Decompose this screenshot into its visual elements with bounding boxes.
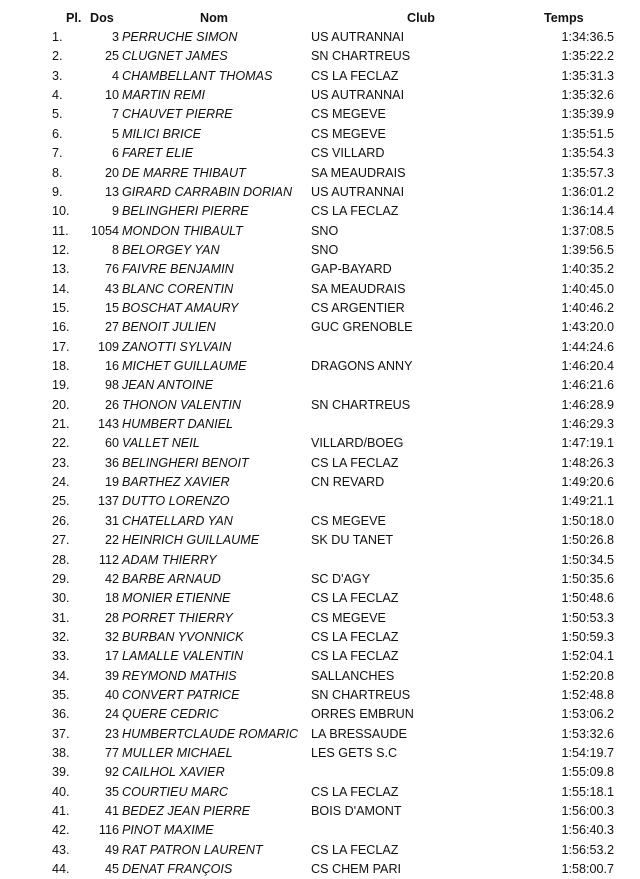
rank-cell: 42. bbox=[52, 823, 70, 838]
bib-cell: 1054 bbox=[90, 223, 119, 238]
bib-cell: 13 bbox=[104, 184, 119, 199]
name-cell: DUTTO LORENZO bbox=[122, 494, 230, 509]
table-row bbox=[0, 551, 640, 570]
time-cell: 1:46:29.3 bbox=[561, 417, 614, 431]
table-row bbox=[0, 744, 640, 763]
rank-cell: 18. bbox=[52, 359, 70, 373]
name-cell: DE MARRE THIBAUT bbox=[122, 165, 246, 180]
name-cell: CLUGNET JAMES bbox=[122, 49, 228, 64]
table-row bbox=[0, 144, 640, 163]
table-row bbox=[0, 512, 640, 531]
name-cell: GIRARD CARRABIN DORIAN bbox=[122, 184, 293, 199]
club-cell: LES GETS S.C bbox=[311, 746, 398, 760]
table-row bbox=[0, 338, 640, 357]
club-cell: SALLANCHES bbox=[311, 668, 395, 683]
time-cell: 1:50:18.0 bbox=[561, 513, 614, 528]
rank-cell: 34. bbox=[52, 668, 70, 683]
bib-cell: 23 bbox=[104, 726, 119, 741]
bib-cell: 112 bbox=[98, 552, 119, 567]
rank-cell: 16. bbox=[52, 320, 70, 335]
table-row bbox=[0, 396, 640, 415]
rank-cell: 29. bbox=[52, 571, 70, 586]
rank-cell: 38. bbox=[52, 746, 70, 760]
header-pl: Pl. bbox=[66, 11, 82, 25]
rank-cell: 24. bbox=[52, 475, 70, 490]
rank-cell: 10. bbox=[52, 204, 70, 219]
club-cell: CS LA FECLAZ bbox=[311, 842, 399, 857]
bib-cell: 28 bbox=[104, 610, 119, 625]
rank-cell: 14. bbox=[52, 281, 70, 296]
name-cell: REYMOND MATHIS bbox=[122, 668, 237, 683]
rank-cell: 2. bbox=[52, 49, 63, 64]
name-cell: HUMBERTCLAUDE ROMARIC bbox=[122, 726, 299, 741]
rank-cell: 22. bbox=[52, 436, 70, 451]
time-cell: 1:39:56.5 bbox=[561, 242, 614, 257]
bib-cell: 22 bbox=[104, 533, 119, 548]
club-cell: CS MEGEVE bbox=[311, 513, 386, 528]
bib-cell: 77 bbox=[104, 746, 119, 760]
rank-cell: 23. bbox=[52, 455, 70, 470]
time-cell: 1:53:06.2 bbox=[561, 707, 614, 722]
name-cell: CHATELLARD YAN bbox=[122, 513, 233, 528]
club-cell: CS MEGEVE bbox=[311, 126, 386, 141]
time-cell: 1:50:34.5 bbox=[561, 552, 614, 567]
club-cell: CS LA FECLAZ bbox=[311, 649, 399, 664]
club-cell: CS LA FECLAZ bbox=[311, 784, 399, 799]
club-cell: CS LA FECLAZ bbox=[311, 455, 399, 470]
club-cell: SA MEAUDRAIS bbox=[311, 281, 406, 296]
name-cell: BELORGEY YAN bbox=[122, 242, 220, 257]
name-cell: MICHET GUILLAUME bbox=[122, 359, 247, 373]
table-row bbox=[0, 589, 640, 608]
table-row bbox=[0, 222, 640, 241]
bib-cell: 76 bbox=[104, 262, 119, 277]
time-cell: 1:58:00.7 bbox=[561, 862, 614, 877]
rank-cell: 36. bbox=[52, 707, 70, 722]
table-row bbox=[0, 376, 640, 395]
time-cell: 1:47:19.1 bbox=[561, 436, 614, 451]
rank-cell: 26. bbox=[52, 513, 70, 528]
time-cell: 1:52:20.8 bbox=[561, 668, 614, 683]
rank-cell: 1. bbox=[52, 30, 63, 44]
rank-cell: 11. bbox=[52, 223, 69, 238]
rank-cell: 32. bbox=[52, 629, 70, 644]
header-dos: Dos bbox=[90, 11, 114, 25]
table-row bbox=[0, 492, 640, 511]
rank-cell: 9. bbox=[52, 184, 63, 199]
name-cell: BURBAN YVONNICK bbox=[122, 629, 244, 644]
club-cell: SK DU TANET bbox=[311, 533, 394, 548]
table-row bbox=[0, 686, 640, 705]
time-cell: 1:48:26.3 bbox=[561, 455, 614, 470]
name-cell: JEAN ANTOINE bbox=[122, 378, 213, 393]
time-cell: 1:35:31.3 bbox=[561, 68, 614, 83]
rank-cell: 44. bbox=[52, 862, 70, 877]
time-cell: 1:46:28.9 bbox=[561, 397, 614, 412]
bib-cell: 27 bbox=[104, 320, 119, 335]
table-row bbox=[0, 783, 640, 802]
time-cell: 1:55:18.1 bbox=[561, 784, 614, 799]
table-row bbox=[0, 241, 640, 260]
name-cell: MILICI BRICE bbox=[122, 126, 202, 141]
table-row bbox=[0, 628, 640, 647]
time-cell: 1:35:54.3 bbox=[561, 146, 614, 161]
bib-cell: 92 bbox=[104, 765, 119, 780]
bib-cell: 98 bbox=[104, 378, 119, 393]
bib-cell: 31 bbox=[104, 513, 119, 528]
bib-cell: 24 bbox=[104, 707, 119, 722]
club-cell: CS MEGEVE bbox=[311, 107, 386, 122]
name-cell: THONON VALENTIN bbox=[122, 397, 241, 412]
name-cell: CHAMBELLANT THOMAS bbox=[122, 68, 273, 83]
time-cell: 1:52:48.8 bbox=[561, 687, 614, 702]
time-cell: 1:34:36.5 bbox=[561, 30, 614, 44]
club-cell: SC D'AGY bbox=[311, 571, 371, 586]
name-cell: PORRET THIERRY bbox=[122, 610, 233, 625]
time-cell: 1:35:57.3 bbox=[561, 165, 614, 180]
name-cell: MONIER ETIENNE bbox=[122, 591, 231, 606]
club-cell: SN CHARTREUS bbox=[311, 687, 411, 702]
rank-cell: 25. bbox=[52, 494, 70, 509]
time-cell: 1:35:51.5 bbox=[561, 126, 614, 141]
rank-cell: 17. bbox=[52, 339, 70, 354]
bib-cell: 7 bbox=[111, 107, 119, 122]
club-cell: SA MEAUDRAIS bbox=[311, 165, 406, 180]
table-row bbox=[0, 86, 640, 105]
bib-cell: 40 bbox=[104, 687, 119, 702]
time-cell: 1:50:35.6 bbox=[561, 571, 614, 586]
table-row bbox=[0, 705, 640, 724]
table-row bbox=[0, 183, 640, 202]
bib-cell: 20 bbox=[104, 165, 119, 180]
club-cell: CS ARGENTIER bbox=[311, 300, 405, 315]
table-row bbox=[0, 125, 640, 144]
table-row bbox=[0, 667, 640, 686]
table-row bbox=[0, 415, 640, 434]
table-row bbox=[0, 280, 640, 299]
bib-cell: 137 bbox=[97, 494, 119, 509]
time-cell: 1:46:21.6 bbox=[561, 378, 614, 393]
rank-cell: 30. bbox=[52, 591, 70, 606]
club-cell: BOIS D'AMONT bbox=[311, 804, 402, 818]
name-cell: VALLET NEIL bbox=[122, 436, 200, 451]
bib-cell: 16 bbox=[104, 359, 119, 373]
name-cell: BLANC CORENTIN bbox=[122, 281, 234, 296]
name-cell: BOSCHAT AMAURY bbox=[122, 300, 239, 315]
table-row bbox=[0, 802, 640, 821]
rank-cell: 40. bbox=[52, 784, 70, 799]
bib-cell: 4 bbox=[111, 68, 119, 83]
club-cell: SNO bbox=[311, 242, 339, 257]
name-cell: CONVERT PATRICE bbox=[122, 687, 240, 702]
bib-cell: 49 bbox=[104, 842, 119, 857]
table-row bbox=[0, 531, 640, 550]
bib-cell: 45 bbox=[104, 862, 119, 877]
bib-cell: 109 bbox=[97, 339, 119, 354]
bib-cell: 26 bbox=[104, 397, 119, 412]
rank-cell: 41. bbox=[52, 804, 70, 818]
club-cell: SN CHARTREUS bbox=[311, 49, 411, 64]
rank-cell: 19. bbox=[52, 378, 70, 393]
table-row bbox=[0, 318, 640, 337]
club-cell: SNO bbox=[311, 223, 339, 238]
rank-cell: 5. bbox=[52, 107, 63, 122]
table-row bbox=[0, 202, 640, 221]
bib-cell: 18 bbox=[104, 591, 119, 606]
table-row bbox=[0, 434, 640, 453]
bib-cell: 43 bbox=[104, 281, 119, 296]
name-cell: COURTIEU MARC bbox=[122, 784, 229, 799]
table-row bbox=[0, 28, 640, 47]
name-cell: ADAM THIERRY bbox=[122, 552, 217, 567]
bib-cell: 10 bbox=[104, 88, 119, 103]
time-cell: 1:40:35.2 bbox=[561, 262, 614, 277]
name-cell: BARBE ARNAUD bbox=[122, 571, 221, 586]
rank-cell: 3. bbox=[52, 68, 63, 83]
name-cell: BARTHEZ XAVIER bbox=[122, 475, 230, 490]
header-temps: Temps bbox=[544, 11, 584, 25]
table-row bbox=[0, 47, 640, 66]
table-row bbox=[0, 821, 640, 840]
table-row bbox=[0, 299, 640, 318]
table-row bbox=[0, 260, 640, 279]
time-cell: 1:56:00.3 bbox=[561, 804, 614, 818]
rank-cell: 12. bbox=[52, 242, 70, 257]
time-cell: 1:55:09.8 bbox=[561, 765, 614, 780]
club-cell: DRAGONS ANNY bbox=[311, 359, 413, 373]
bib-cell: 15 bbox=[104, 300, 119, 315]
club-cell: CS VILLARD bbox=[311, 146, 385, 161]
table-row bbox=[0, 841, 640, 860]
table-row bbox=[0, 725, 640, 744]
name-cell: RAT PATRON LAURENT bbox=[122, 842, 263, 857]
bib-cell: 6 bbox=[111, 146, 119, 161]
time-cell: 1:50:53.3 bbox=[561, 610, 614, 625]
rank-cell: 15. bbox=[52, 300, 70, 315]
name-cell: FARET ELIE bbox=[122, 146, 194, 161]
club-cell: US AUTRANNAI bbox=[311, 184, 405, 199]
club-cell: CS LA FECLAZ bbox=[311, 591, 399, 606]
name-cell: LAMALLE VALENTIN bbox=[122, 649, 244, 664]
name-cell: ZANOTTI SYLVAIN bbox=[122, 339, 232, 354]
time-cell: 1:37:08.5 bbox=[561, 223, 614, 238]
table-row bbox=[0, 647, 640, 666]
time-cell: 1:35:22.2 bbox=[561, 49, 614, 64]
table-row bbox=[0, 105, 640, 124]
rank-cell: 37. bbox=[52, 726, 70, 741]
time-cell: 1:56:40.3 bbox=[561, 823, 614, 838]
club-cell: VILLARD/BOEG bbox=[311, 436, 404, 451]
name-cell: QUERE CEDRIC bbox=[122, 707, 219, 722]
bib-cell: 60 bbox=[104, 436, 119, 451]
bib-cell: 42 bbox=[104, 571, 119, 586]
time-cell: 1:43:20.0 bbox=[561, 320, 614, 335]
time-cell: 1:40:45.0 bbox=[561, 281, 614, 296]
rank-cell: 43. bbox=[52, 842, 70, 857]
name-cell: PINOT MAXIME bbox=[122, 823, 214, 838]
rank-cell: 7. bbox=[52, 146, 63, 161]
rank-cell: 4. bbox=[52, 88, 63, 103]
name-cell: HUMBERT DANIEL bbox=[122, 417, 234, 431]
bib-cell: 17 bbox=[104, 649, 119, 664]
club-cell: LA BRESSAUDE bbox=[311, 726, 407, 741]
name-cell: BENOIT JULIEN bbox=[122, 320, 216, 335]
table-row bbox=[0, 473, 640, 492]
name-cell: CHAUVET PIERRE bbox=[122, 107, 233, 122]
time-cell: 1:36:01.2 bbox=[561, 184, 614, 199]
time-cell: 1:36:14.4 bbox=[561, 204, 614, 219]
club-cell: CS MEGEVE bbox=[311, 610, 386, 625]
name-cell: BELINGHERI BENOIT bbox=[122, 455, 249, 470]
rank-cell: 31. bbox=[52, 610, 70, 625]
club-cell: ORRES EMBRUN bbox=[311, 707, 414, 722]
bib-cell: 25 bbox=[104, 49, 119, 64]
name-cell: BEDEZ JEAN PIERRE bbox=[122, 804, 251, 818]
rank-cell: 6. bbox=[52, 126, 63, 141]
time-cell: 1:35:32.6 bbox=[561, 88, 614, 103]
table-row bbox=[0, 67, 640, 86]
table-row bbox=[0, 763, 640, 782]
time-cell: 1:40:46.2 bbox=[561, 300, 614, 315]
table-row bbox=[0, 454, 640, 473]
name-cell: DENAT FRANÇOIS bbox=[122, 862, 233, 877]
time-cell: 1:44:24.6 bbox=[561, 339, 614, 354]
bib-cell: 32 bbox=[104, 629, 119, 644]
time-cell: 1:52:04.1 bbox=[561, 649, 614, 664]
time-cell: 1:53:32.6 bbox=[561, 726, 614, 741]
rank-cell: 28. bbox=[52, 552, 70, 567]
name-cell: MARTIN REMI bbox=[122, 88, 206, 103]
club-cell: CN REVARD bbox=[311, 475, 385, 490]
time-cell: 1:46:20.4 bbox=[561, 359, 614, 373]
name-cell: HEINRICH GUILLAUME bbox=[122, 533, 260, 548]
table-row bbox=[0, 609, 640, 628]
bib-cell: 36 bbox=[104, 455, 119, 470]
time-cell: 1:49:20.6 bbox=[561, 475, 614, 490]
club-cell: US AUTRANNAI bbox=[311, 30, 405, 44]
name-cell: MULLER MICHAEL bbox=[122, 746, 233, 760]
time-cell: 1:35:39.9 bbox=[561, 107, 614, 122]
club-cell: CS LA FECLAZ bbox=[311, 629, 399, 644]
club-cell: US AUTRANNAI bbox=[311, 88, 405, 103]
club-cell: CS LA FECLAZ bbox=[311, 68, 399, 83]
club-cell: GUC GRENOBLE bbox=[311, 320, 413, 335]
table-row bbox=[0, 357, 640, 376]
time-cell: 1:50:48.6 bbox=[561, 591, 614, 606]
bib-cell: 41 bbox=[104, 804, 119, 818]
rank-cell: 35. bbox=[52, 687, 70, 702]
name-cell: BELINGHERI PIERRE bbox=[122, 204, 249, 219]
club-cell: CS CHEM PARI bbox=[311, 862, 402, 877]
time-cell: 1:49:21.1 bbox=[561, 494, 614, 509]
table-row bbox=[0, 860, 640, 879]
name-cell: MONDON THIBAULT bbox=[122, 223, 243, 238]
rank-cell: 39. bbox=[52, 765, 70, 780]
bib-cell: 3 bbox=[111, 30, 119, 44]
table-row bbox=[0, 570, 640, 589]
bib-cell: 9 bbox=[111, 204, 119, 219]
rank-cell: 13. bbox=[52, 262, 70, 277]
bib-cell: 8 bbox=[111, 242, 119, 257]
club-cell: GAP-BAYARD bbox=[311, 262, 392, 277]
bib-cell: 19 bbox=[104, 475, 119, 490]
rank-cell: 33. bbox=[52, 649, 70, 664]
club-cell: SN CHARTREUS bbox=[311, 397, 411, 412]
time-cell: 1:56:53.2 bbox=[561, 842, 614, 857]
bib-cell: 39 bbox=[104, 668, 119, 683]
name-cell: FAIVRE BENJAMIN bbox=[122, 262, 234, 277]
rank-cell: 27. bbox=[52, 533, 70, 548]
rank-cell: 8. bbox=[52, 165, 63, 180]
header-nom: Nom bbox=[200, 11, 228, 25]
bib-cell: 35 bbox=[104, 784, 119, 799]
table-row bbox=[0, 164, 640, 183]
bib-cell: 116 bbox=[98, 823, 119, 838]
rank-cell: 20. bbox=[52, 397, 70, 412]
time-cell: 1:50:26.8 bbox=[561, 533, 614, 548]
header-club: Club bbox=[407, 11, 435, 25]
bib-cell: 143 bbox=[97, 417, 119, 431]
rank-cell: 21. bbox=[52, 417, 70, 431]
name-cell: CAILHOL XAVIER bbox=[122, 765, 225, 780]
time-cell: 1:50:59.3 bbox=[561, 629, 614, 644]
club-cell: CS LA FECLAZ bbox=[311, 204, 399, 219]
name-cell: PERRUCHE SIMON bbox=[122, 30, 238, 44]
bib-cell: 5 bbox=[111, 126, 119, 141]
time-cell: 1:54:19.7 bbox=[561, 746, 614, 760]
